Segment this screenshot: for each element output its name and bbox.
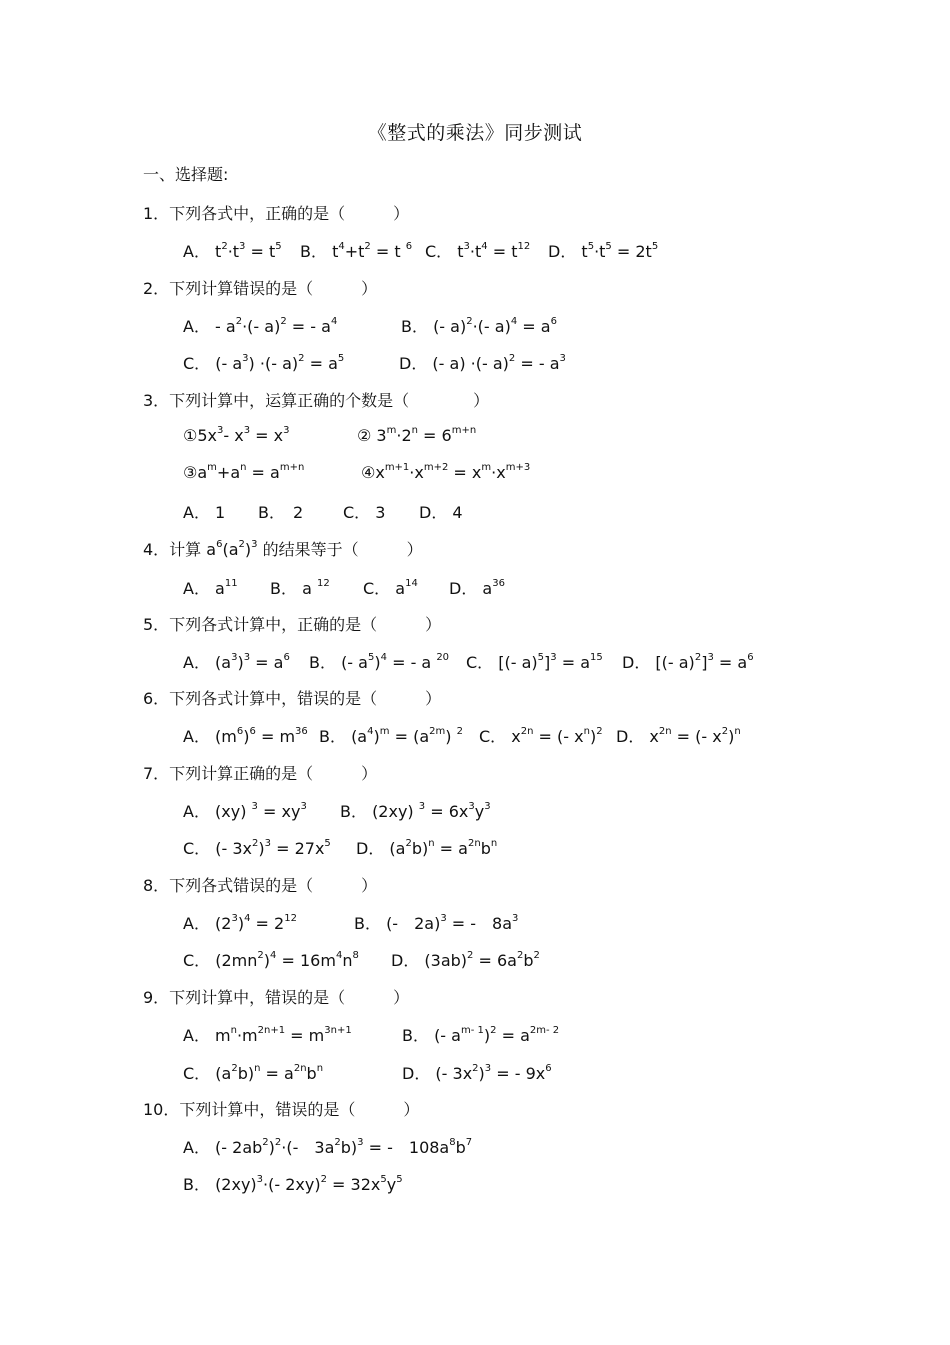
q9-option-b: B． (- $a^{m- 1})^2 = a^{2m- 2}$ (402, 1025, 560, 1045)
question-6-stem: 6．下列各式计算中，错误的是（ ） (143, 689, 442, 708)
q1-option-b: B． $t^4+t^2 = t$ $^6$ (300, 241, 413, 261)
section-heading: 一、选择题: (143, 165, 229, 184)
q4-option-b: B． a $^{12}$ (270, 578, 330, 598)
q1-option-d: D． $t^5\cdot t^5 = 2t^5$ (548, 241, 659, 261)
q1-option-a: A． $t^2\cdot t^3 = t^5$ (183, 241, 282, 261)
q2-option-a: A． - $a^2\cdot(-$ a)$^2$ = - $a^4$ (183, 316, 338, 336)
q9-option-d: D． (- $3x^2)^3$ = - $9x^6$ (402, 1063, 552, 1083)
q8-option-c: C． $(2mn^2)^4 = 16m^4n^8$ (183, 950, 359, 970)
q6-option-c: C． $x^{2n}$ = (- $x^n)^2$ (479, 726, 603, 746)
q7-option-c: C． (- $3x^2)^3 = 27x^5$ (183, 838, 331, 858)
q3-statement-4: $④x^{m+1}\cdot x^{m+2} = x^m\cdot x^{m+3}$ (361, 462, 531, 482)
q6-option-a: A． $(m^6)^6 = m^{36}$ (183, 726, 308, 746)
q3-option-c: C． 3 (343, 503, 386, 522)
q1-option-c: C． $t^3\cdot t^4 = t^{12}$ (425, 241, 531, 261)
q4-stem-suffix: 的结果等于（ ） (262, 540, 423, 559)
question-7-stem: 7．下列计算正确的是（ ） (143, 764, 378, 783)
q5-option-a: A． $(a^3)^3 = a^6$ (183, 652, 290, 672)
question-9-stem: 9．下列计算中，错误的是（ ） (143, 988, 410, 1007)
q5-option-c: C． [(- $a)^5]^3 = a^{15}$ (466, 652, 603, 672)
question-3-stem: 3．下列计算中，运算正确的个数是（ ） (143, 391, 490, 410)
q6-option-d: D． $x^{2n}$ = (- $x^2)^n$ (616, 726, 741, 746)
q4-option-d: D． $a^{36}$ (449, 578, 505, 598)
q3-option-b: B． 2 (258, 503, 304, 522)
q3-option-a: A． 1 (183, 503, 226, 522)
q9-option-a: A． $m^n\cdot m^{2n+1} = m^{3n+1}$ (183, 1025, 352, 1045)
page-title: 《整式的乘法》同步测试 (367, 122, 583, 144)
q10-option-b: B． $(2xy)^3\cdot(-$ $2xy)^2 = 32x^5y^5$ (183, 1174, 403, 1194)
q7-option-d: D． $(a^2b)^n = a^{2n}b^n$ (356, 838, 498, 858)
question-8-stem: 8．下列各式错误的是（ ） (143, 876, 378, 895)
q5-option-b: B． (- $a^5)^4$ = - a $^{20}$ (309, 652, 450, 672)
q3-option-d: D． 4 (419, 503, 463, 522)
q2-option-b: B． (- a)$^2$·(- $a)^4 = a^6$ (401, 316, 557, 336)
question-2-stem: 2．下列计算错误的是（ ） (143, 279, 378, 298)
question-10-stem: 10．下列计算中，错误的是（ ） (143, 1100, 420, 1119)
q3-statement-2: ② $3^m\cdot 2^n = 6^{m+n}$ (357, 425, 477, 445)
q8-option-d: D． $(3ab)^2 = 6a^2b^2$ (391, 950, 540, 970)
q7-option-b: B． (2xy) $^3 = 6x^3y^3$ (340, 801, 491, 821)
q6-option-b: B． $(a^4)^m = (a^{2m})$ $^2$ (319, 726, 463, 746)
q5-option-d: D． [(- $a)^2]^3 = a^6$ (622, 652, 754, 672)
q4-option-c: C． $a^{14}$ (363, 578, 418, 598)
q9-option-c: C． $(a^2b)^n = a^{2n}b^n$ (183, 1063, 324, 1083)
q3-statement-3: $③a^m+a^n = a^{m+n}$ (183, 462, 305, 482)
question-4-stem (143, 537, 423, 560)
q3-statement-1: $①5x^3-$ $x^3 = x^3$ (183, 425, 290, 445)
q2-option-c: C． (- $a^3$) ·(- $a)^2 = a^5$ (183, 353, 345, 373)
q7-option-a: A． (xy) $^3 = xy^3$ (183, 801, 307, 821)
q4-option-a: A． $a^{11}$ (183, 578, 238, 598)
q4-stem-prefix: 4．计算 (143, 540, 202, 559)
question-1-stem: 1．下列各式中，正确的是（ ） (143, 204, 410, 223)
q10-option-a: A． (- $2ab^2)^2\cdot(-$ $3a^2b)^3$ = - $108a^8b^7$ (183, 1137, 473, 1157)
q8-option-a: A． $(2^3)^4 = 2^{12}$ (183, 913, 297, 933)
q8-option-b: B． (- 2a)$^3$ = - $8a^3$ (354, 913, 519, 933)
q2-option-d: D． (- a) ·(- a)$^2$ = - $a^3$ (399, 353, 566, 373)
q4-expression: $a^6(a^2)^3$ (206, 539, 258, 559)
question-5-stem: 5．下列各式计算中，正确的是（ ） (143, 615, 442, 634)
